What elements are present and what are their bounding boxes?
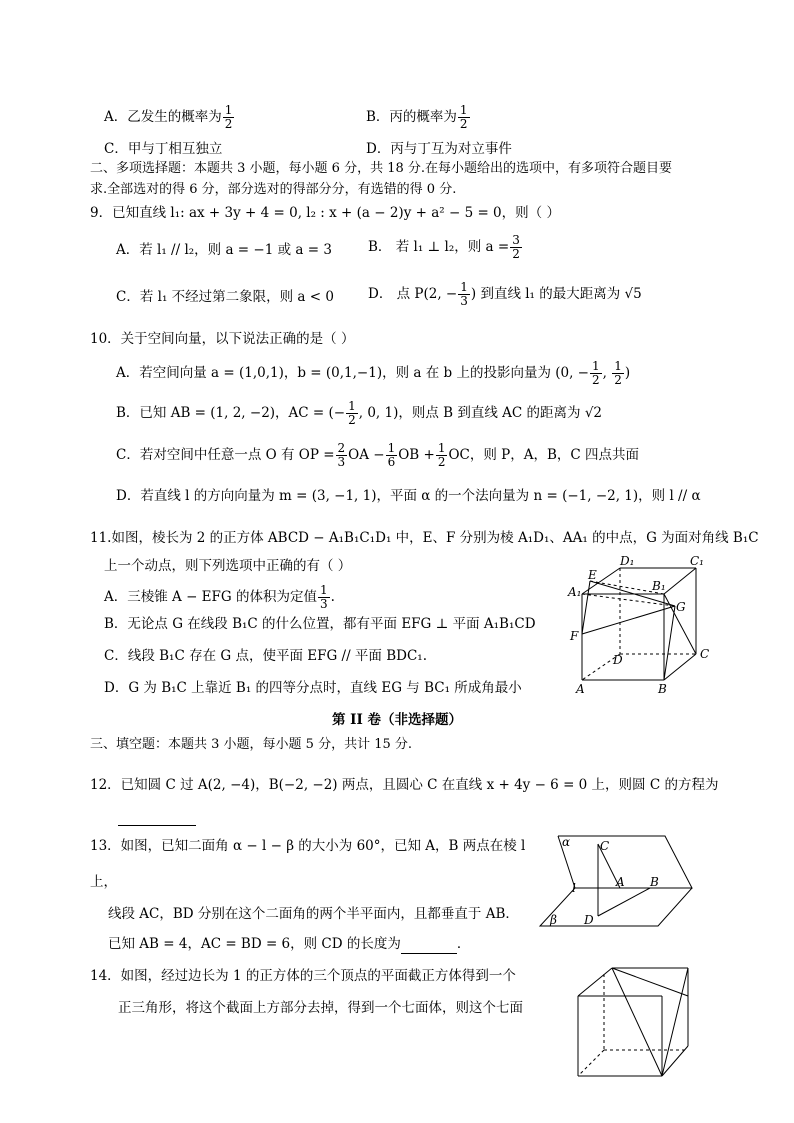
q14-cube-figure <box>570 960 700 1085</box>
q8-option-b-text: B．丙的概率为 <box>366 109 457 125</box>
frac-num: 1 <box>224 103 233 117</box>
q11-option-a-end: . <box>330 589 335 605</box>
fraction <box>458 104 470 131</box>
q10-option-c <box>116 442 639 469</box>
q8-option-d: D．丙与丁互为对立事件 <box>366 141 512 157</box>
q10-option-d: D．若直线 l 的方向向量为 m = (3, −1, 1)，平面 α 的一个法向量为 n = (−1, −2, 1)，则 l // α <box>116 488 701 504</box>
frac-num: 1 <box>319 583 328 597</box>
part2-title: 第 II 卷（非选择题） <box>331 712 463 728</box>
frac-den: 3 <box>460 294 468 308</box>
q10-option-a-end: ) <box>624 365 631 381</box>
fraction <box>436 442 448 469</box>
q11-cube-figure <box>560 556 720 696</box>
q12-answer-blank <box>118 806 196 826</box>
hidden-segment <box>582 594 675 606</box>
frac-den: 2 <box>459 117 468 131</box>
q9-option-d-text: D． 点 P(2, − <box>368 286 458 302</box>
q9-stem: 9．已知直线 l₁: ax + 3y + 4 = 0, l₂ : x + (a − 2)y + a² − 5 = 0，则（ ） <box>90 205 560 221</box>
label-g: G <box>676 600 686 614</box>
q9-option-d-text-end: ) 到直线 l₁ 的最大距离为 √5 <box>470 286 642 302</box>
q10-option-b-text-end: , 0, 1)，则点 B 到直线 AC 的距离为 √2 <box>358 405 603 421</box>
fraction <box>458 281 470 308</box>
frac-num: 1 <box>592 359 600 373</box>
q10-option-c-term1: OA − <box>348 447 385 463</box>
label-beta: β <box>550 913 557 927</box>
answer-blank <box>118 811 196 826</box>
q9-option-a: A．若 l₁ // l₂，则 a = −1 或 a = 3 <box>116 242 332 258</box>
fraction <box>346 400 358 427</box>
edge <box>664 568 696 594</box>
q11-stem-line2: 上一个动点，则下列选项中正确的有（ ） <box>104 558 352 574</box>
frac-den: 2 <box>614 373 622 387</box>
q13-line3: 线段 AC，BD 分别在这个二面角的两个半平面内，且都垂直于 AB． <box>108 906 519 922</box>
q13-line2: 上， <box>90 874 117 890</box>
q10-option-c-text: C．若对空间中任意一点 O 有 OP = <box>116 447 335 463</box>
q13-line4 <box>108 934 470 954</box>
label-a1: A₁ <box>568 585 582 599</box>
fraction <box>318 584 330 611</box>
segment-bd <box>598 888 650 916</box>
fraction <box>510 234 522 261</box>
q13-dihedral-figure <box>530 830 705 935</box>
q13-line4-end: ． <box>456 936 471 952</box>
q10-option-a <box>116 360 630 387</box>
label-alpha: α <box>562 835 571 849</box>
q8-option-b <box>366 104 471 131</box>
frac-num: 1 <box>614 359 622 373</box>
q10-stem: 10．关于空间向量，以下说法正确的是（ ） <box>90 331 355 347</box>
fraction <box>386 442 398 469</box>
q9-option-c: C．若 l₁ 不经过第二象限，则 a < 0 <box>116 289 334 305</box>
label-l: l <box>572 881 576 895</box>
q13-line1: 13．如图，已知二面角 α − l − β 的大小为 60°，已知 A，B 两点在棱 l <box>90 838 526 854</box>
q14-line1: 14．如图，经过边长为 1 的正方体的三个顶点的平面截正方体得到一个 <box>90 968 516 984</box>
section-edge <box>612 968 662 1076</box>
frac-num: 1 <box>387 441 396 455</box>
q10-option-b-text: B．已知 AB = (1, 2, −2)，AC = (− <box>116 405 346 421</box>
q8-option-a-text: A．乙发生的概率为 <box>104 109 222 125</box>
fraction <box>590 360 602 387</box>
q8-option-a <box>104 104 235 131</box>
label-a: A <box>616 875 625 889</box>
q10-option-a-sep: , <box>602 365 612 381</box>
q11-option-c: C．线段 B₁C 存在 G 点，使平面 EFG // 平面 BDC₁. <box>104 648 427 664</box>
q9-option-d <box>368 281 642 308</box>
q11-stem-line1: 11.如图，棱长为 2 的正方体 ABCD − A₁B₁C₁D₁ 中，E、F 分别为棱 A₁D₁、AA₁ 的中点，G 为面对角线 B₁C <box>90 530 759 546</box>
q11-option-d: D．G 为 B₁C 上靠近 B₁ 的四等分点时，直线 EG 与 BC₁ 所成角最小 <box>104 680 522 696</box>
q11-option-a <box>104 584 335 611</box>
frac-den: 3 <box>337 455 346 469</box>
label-b: B <box>650 875 659 889</box>
q10-option-c-text-end: OC，则 P，A，B，C 四点共面 <box>448 447 640 463</box>
frac-num: 2 <box>337 441 346 455</box>
edge <box>664 654 696 680</box>
frac-den: 2 <box>348 413 356 427</box>
plane-alpha <box>558 836 692 888</box>
q14-line2: 正三角形，将这个截面上方部分去掉，得到一个七面体，则这个七面 <box>118 1000 523 1016</box>
label-d: D <box>613 653 623 667</box>
frac-num: 1 <box>460 280 468 294</box>
plane-beta <box>540 888 692 926</box>
hidden-edge <box>578 1050 604 1076</box>
frac-den: 2 <box>437 455 446 469</box>
q10-option-b <box>116 400 602 427</box>
q12-line1: 12．已知圆 C 过 A(2, −4)，B(−2, −2) 两点，且圆心 C 在直线 x + 4y − 6 = 0 上，则圆 C 的方程为 <box>90 777 719 793</box>
frac-den: 3 <box>319 597 328 611</box>
q10-option-c-term2: OB + <box>398 447 435 463</box>
label-c: C <box>700 647 710 661</box>
section2-header-line2: 求.全部选对的得 6 分，部分选对的得部分分，有选错的得 0 分. <box>90 182 457 197</box>
segment-fg <box>582 606 675 634</box>
frac-den: 2 <box>592 373 600 387</box>
q11-option-b: B．无论点 G 在线段 B₁C 的什么位置，都有平面 EFG ⊥ 平面 A₁B₁CD <box>104 616 536 632</box>
segment-ef <box>582 581 590 634</box>
section3-header: 三、填空题：本题共 3 小题，每小题 5 分，共计 15 分. <box>90 737 413 752</box>
fraction <box>336 442 348 469</box>
section-edge <box>662 968 688 1076</box>
section2-header-line1: 二、多项选择题：本题共 3 小题，每小题 6 分，共 18 分.在每小题给出的选项中，有多项符合题目要 <box>90 161 673 176</box>
label-b1: B₁ <box>652 579 666 593</box>
fraction <box>612 360 624 387</box>
fraction <box>223 104 235 131</box>
q11-option-a-text: A．三棱锥 A − EFG 的体积为定值 <box>104 589 317 605</box>
label-f: F <box>570 629 579 643</box>
edge <box>578 968 612 996</box>
label-c1: C₁ <box>690 556 704 568</box>
label-a: A <box>576 682 585 696</box>
label-b: B <box>658 682 667 696</box>
frac-den: 6 <box>387 455 396 469</box>
label-d: D <box>584 913 594 927</box>
frac-num: 1 <box>348 399 356 413</box>
label-d1: D₁ <box>620 556 635 568</box>
q10-option-a-text: A．若空间向量 a = (1,0,1)，b = (0,1,−1)，则 a 在 b 上的投影向量为 (0, − <box>116 365 589 381</box>
frac-num: 3 <box>512 233 520 247</box>
q9-option-b <box>368 234 523 261</box>
frac-num: 1 <box>437 441 446 455</box>
frac-den: 2 <box>512 247 520 261</box>
q9-option-b-text: B． 若 l₁ ⊥ l₂，则 a = <box>368 239 510 255</box>
q13-line4-text: 已知 AB = 4，AC = BD = 6，则 CD 的长度为 <box>108 936 401 952</box>
frac-num: 1 <box>459 103 468 117</box>
label-c: C <box>600 839 610 853</box>
label-e: E <box>588 568 597 582</box>
answer-blank <box>401 939 457 954</box>
frac-den: 2 <box>224 117 233 131</box>
segment-gb <box>664 606 675 680</box>
q8-option-c: C．甲与丁相互独立 <box>104 141 223 157</box>
